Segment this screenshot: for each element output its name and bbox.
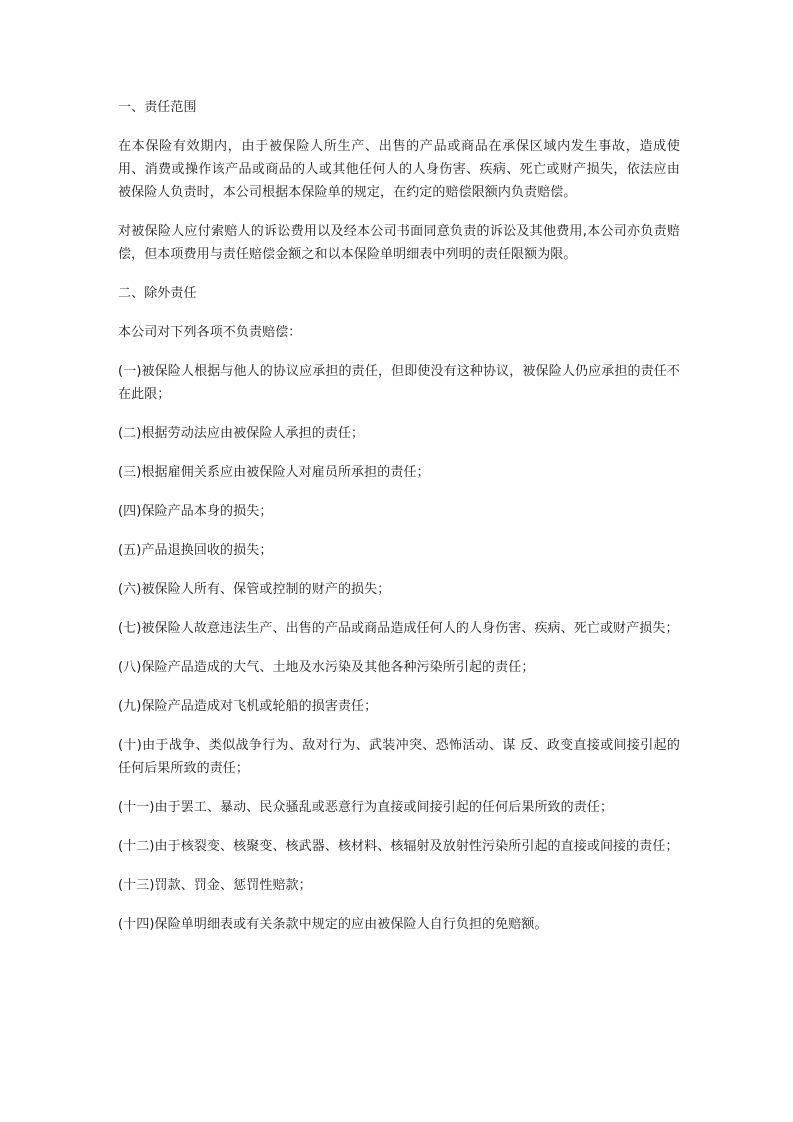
coverage-paragraph-1: 在本保险有效期内，由于被保险人所生产、出售的产品或商品在承保区域内发生事故，造成使用、消费或操作该产品或商品的人或其他任何人的人身伤害、疾病、死亡或财产损失，依法应由被保险人负责时，本公司根据本保险单的规定，在约定的赔偿限额内负责赔偿。 xyxy=(118,139,680,200)
exclusion-item-8: (八)保险产品造成的大气、土地及水污染及其他各种污染所引起的责任； xyxy=(118,660,535,675)
exclusion-item-4: (四)保险产品本身的损失； xyxy=(118,504,273,519)
exclusion-item-2: (二)根据劳动法应由被保险人承担的责任； xyxy=(118,426,365,441)
exclusions-intro: 本公司对下列各项不负责赔偿： xyxy=(118,325,302,340)
exclusion-item-5: (五)产品退换回收的损失； xyxy=(118,543,273,558)
exclusion-item-14: (十四)保险单明细表或有关条款中规定的应由被保险人自行负担的免赔额。 xyxy=(118,917,548,932)
exclusion-item-11: (十一)由于罢工、暴动、民众骚乱或恶意行为直接或间接引起的任何后果所致的责任； xyxy=(118,800,614,815)
exclusion-item-10: (十)由于战争、类似战争行为、敌对行为、武装冲突、恐怖活动、谋 反、政变直接或间接引起的任何后果所致的责任； xyxy=(118,738,680,776)
document-page xyxy=(118,96,680,952)
exclusion-item-1: (一)被保险人根据与他人的协议应承担的责任，但即使没有这种协议，被保险人仍应承担的责任不在此限； xyxy=(118,364,680,402)
exclusion-item-6: (六)被保险人所有、保管或控制的财产的损失； xyxy=(118,582,391,597)
exclusion-item-9: (九)保险产品造成对飞机或轮船的损害责任； xyxy=(118,699,378,714)
exclusion-item-12: (十二)由于核裂变、核聚变、核武器、核材料、核辐射及放射性污染所引起的直接或间接的责任； xyxy=(118,839,679,854)
coverage-paragraph-2: 对被保险人应付索赔人的诉讼费用以及经本公司书面同意负责的诉讼及其他费用,本公司亦负责赔偿，但本项费用与责任赔偿金额之和以本保险单明细表中列明的责任限额为限。 xyxy=(118,224,680,262)
section-title-coverage: 一、责任范围 xyxy=(118,100,197,115)
exclusion-item-13: (十三)罚款、罚金、惩罚性赔款； xyxy=(118,878,312,893)
exclusion-item-3: (三)根据雇佣关系应由被保险人对雇员所承担的责任； xyxy=(118,465,430,480)
section-title-exclusions: 二、除外责任 xyxy=(118,286,197,301)
exclusion-item-7: (七)被保险人故意违法生产、出售的产品或商品造成任何人的人身伤害、疾病、死亡或财产损失； xyxy=(118,621,679,636)
